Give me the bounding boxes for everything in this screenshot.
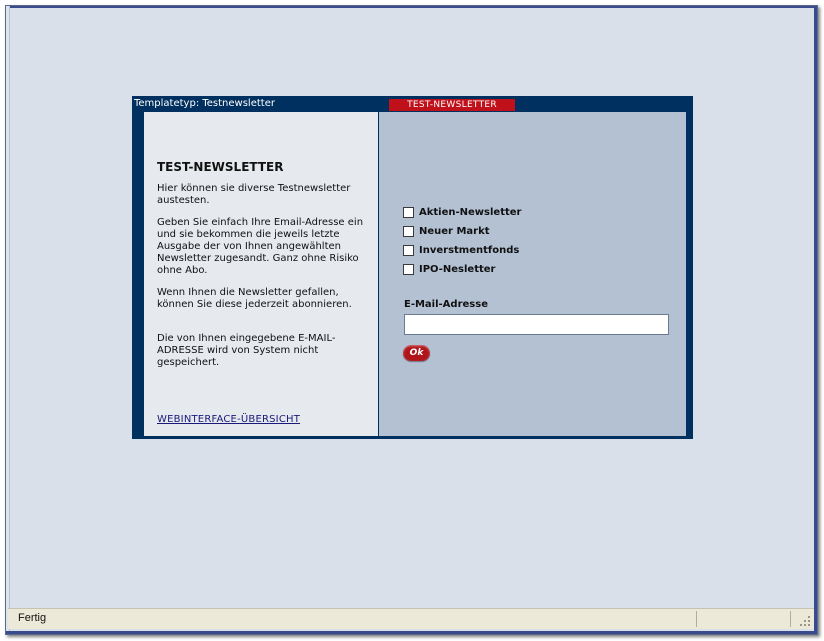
info-column xyxy=(144,112,378,436)
panel-header xyxy=(132,96,693,112)
page-title: TEST-NEWSLETTER xyxy=(157,160,284,174)
newsletter-panel xyxy=(132,96,693,439)
instructions-text: Geben Sie einfach Ihre Email-Adresse ein und sie bekommen die jeweils letzte Ausgabe der von Ihnen angewählten Newsletter zugesandt. Ganz ohne Risiko ohne Abo. xyxy=(157,217,364,276)
option-investmentfonds[interactable] xyxy=(403,243,519,257)
option-label: Neuer Markt xyxy=(419,225,490,237)
option-neuer-markt[interactable] xyxy=(403,224,490,238)
window-border-bottom xyxy=(6,631,817,634)
newsletter-tab[interactable]: TEST-NEWSLETTER xyxy=(389,99,515,111)
template-type-label: Templatetyp: Testnewsletter xyxy=(134,98,275,109)
resize-grip-icon[interactable] xyxy=(799,615,811,627)
ok-button[interactable]: Ok xyxy=(403,345,430,361)
status-divider xyxy=(790,611,791,627)
option-label: IPO-Nesletter xyxy=(419,263,496,275)
subscribe-text: Wenn Ihnen die Newsletter gefallen, können Sie diese jederzeit abonnieren. xyxy=(157,287,352,310)
window-border-top xyxy=(6,6,817,8)
privacy-text: Die von Ihnen eingegebene E-MAIL-ADRESSE wird von System nicht gespeichert. xyxy=(157,333,336,368)
option-label: Inverstmentfonds xyxy=(419,244,520,256)
window-border-right xyxy=(814,6,817,634)
browser-window xyxy=(5,5,818,635)
window-border-left xyxy=(6,6,10,634)
checkbox-ipo-newsletter[interactable] xyxy=(403,264,414,275)
status-text: Fertig xyxy=(18,612,47,624)
status-divider xyxy=(696,611,697,627)
checkbox-investmentfonds[interactable] xyxy=(403,245,414,256)
option-aktien-newsletter[interactable] xyxy=(403,205,521,219)
checkbox-neuer-markt[interactable] xyxy=(403,226,414,237)
option-label: Aktien-Newsletter xyxy=(419,206,522,218)
webinterface-overview-link[interactable]: WEBINTERFACE-ÜBERSICHT xyxy=(157,414,301,425)
intro-text: Hier können sie diverse Testnewsletter austesten. xyxy=(157,183,351,206)
email-label: E-Mail-Adresse xyxy=(404,299,488,310)
status-bar xyxy=(8,608,814,629)
email-input[interactable] xyxy=(404,314,669,335)
option-ipo-newsletter[interactable] xyxy=(403,262,495,276)
form-column xyxy=(379,112,686,436)
checkbox-aktien-newsletter[interactable] xyxy=(403,207,414,218)
